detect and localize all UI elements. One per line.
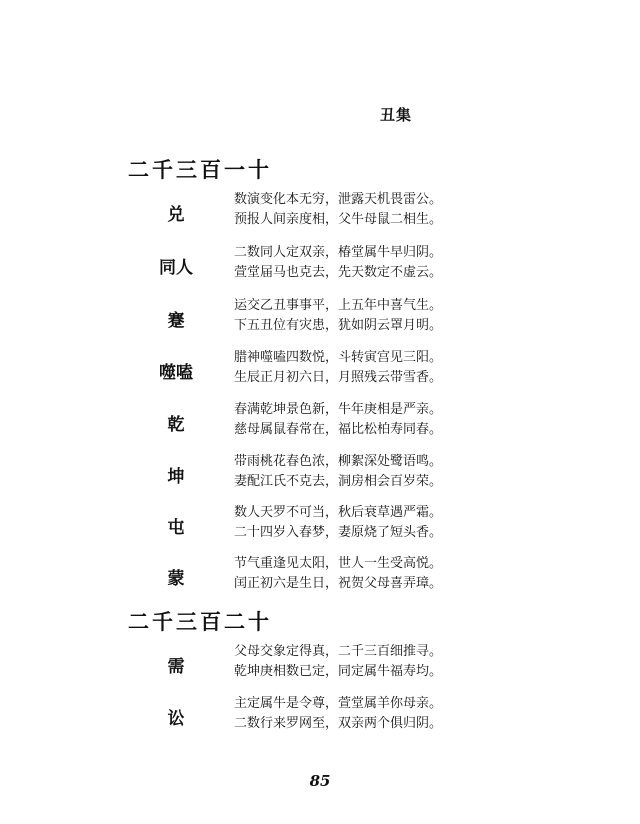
verse-line: 萱堂届马也克去，先天数定不虚云。 — [234, 265, 443, 280]
verse-line: 闰正初六是生日，祝贺父母喜弄璋。 — [234, 576, 443, 591]
entry — [0, 400, 640, 446]
verse-line: 主定属牛是令尊，萱堂属羊你母亲。 — [234, 696, 443, 711]
verse — [234, 243, 442, 283]
hexagram-name: 兑 — [167, 205, 185, 225]
verse-line: 父母交象定得真，二千三百细推寻。 — [234, 644, 443, 659]
verse — [234, 503, 442, 543]
hexagram-name: 讼 — [167, 709, 185, 729]
verse — [234, 190, 442, 230]
verse-line: 生辰正月初六日，月照残云带雪香。 — [234, 370, 443, 385]
hexagram-name: 屯 — [167, 518, 185, 538]
verse-line: 运交乙丑事事平，上五年中喜气生。 — [234, 298, 443, 313]
verse-line: 数演变化本无穷，泄露天机畏雷公。 — [234, 192, 443, 207]
entry — [0, 452, 640, 498]
verse — [234, 296, 442, 336]
hexagram-name: 噬嗑 — [159, 363, 193, 383]
verse-line: 数人天罗不可当，秋后衰草遇严霜。 — [234, 505, 443, 520]
section-title: 二千三百一十 — [128, 157, 272, 182]
verse — [234, 400, 442, 440]
verse-line: 春满乾坤景色新，牛年庚相是严亲。 — [234, 402, 443, 417]
entry — [0, 296, 640, 342]
verse-line: 妻配江氏不克去，洞房相会百岁荣。 — [234, 474, 443, 489]
hexagram-name: 需 — [167, 657, 185, 677]
section-title: 二千三百二十 — [128, 609, 272, 634]
entry — [0, 642, 640, 688]
verse-line: 节气重逢见太阳，世人一生受高悦。 — [234, 556, 443, 571]
verse-line: 带雨桃花春色浓，柳絮深处鹭语鸣。 — [234, 454, 443, 469]
hexagram-name: 坤 — [167, 467, 185, 487]
hexagram-name: 蹇 — [167, 311, 185, 331]
entry — [0, 554, 640, 600]
verse — [234, 348, 442, 388]
verse-line: 腊神噬嗑四数悦，斗转寅宫见三阳。 — [234, 350, 443, 365]
verse-line: 乾坤庚相数已定，同定属牛福寿均。 — [234, 664, 443, 679]
entry — [0, 503, 640, 549]
entry — [0, 190, 640, 236]
page-number: 85 — [309, 772, 331, 790]
verse — [234, 642, 442, 682]
page-header: 丑集 — [380, 106, 413, 124]
verse-line: 预报人间亲度相，父牛母鼠二相生。 — [234, 212, 443, 227]
verse-line: 二十四岁入春梦，妻原烧了短头香。 — [234, 525, 443, 540]
verse-line: 二数行来罗网至，双亲两个俱归阴。 — [234, 716, 443, 731]
entry — [0, 348, 640, 394]
verse — [234, 554, 442, 594]
verse — [234, 452, 442, 492]
entry — [0, 694, 640, 740]
hexagram-name: 乾 — [167, 415, 185, 435]
verse-line: 二数同人定双亲，椿堂属牛早归阴。 — [234, 245, 443, 260]
entry — [0, 243, 640, 289]
hexagram-name: 同人 — [159, 258, 193, 278]
verse — [234, 694, 442, 734]
verse-line: 下五丑位有灾患，犹如阴云罩月明。 — [234, 318, 443, 333]
hexagram-name: 蒙 — [167, 569, 185, 589]
verse-line: 慈母属鼠春常在，福比松柏寿同春。 — [234, 422, 443, 437]
